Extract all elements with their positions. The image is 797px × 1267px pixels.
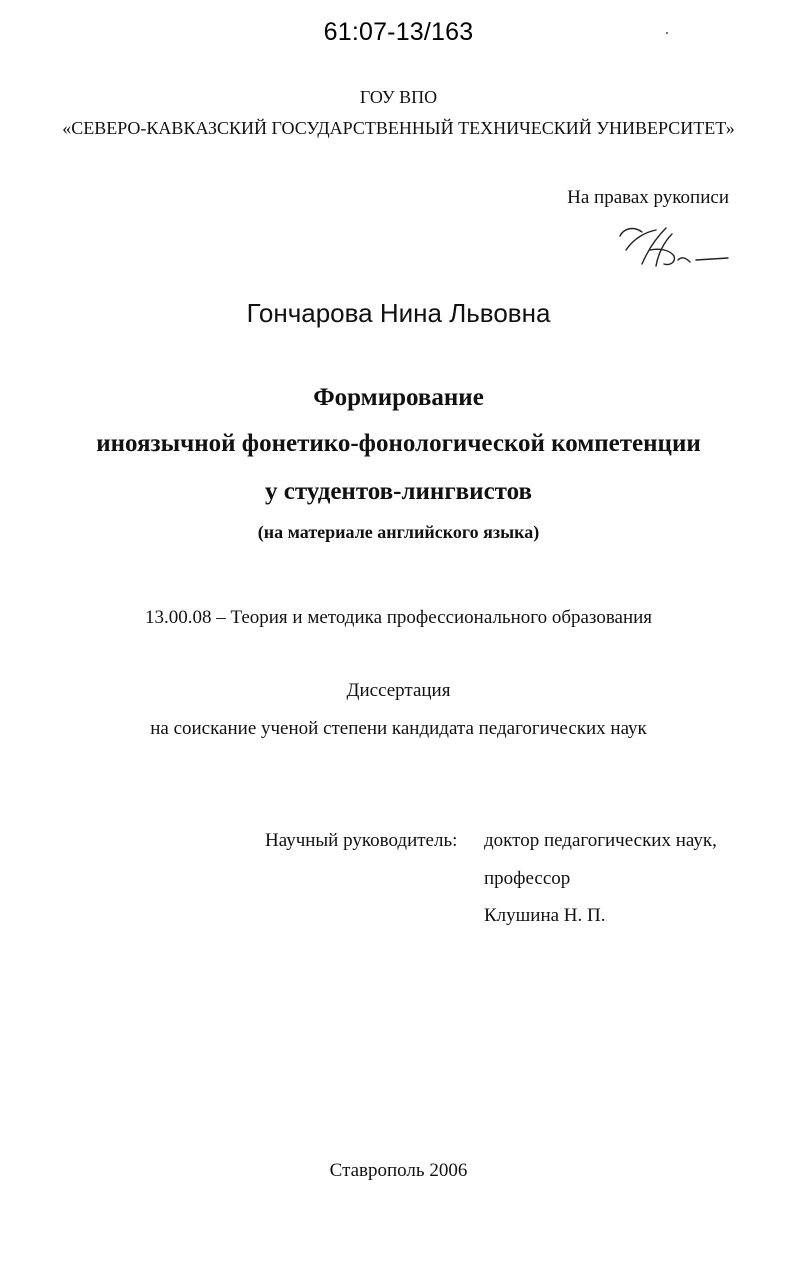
degree-statement: на соискание ученой степени кандидата педагогических наук [150,718,647,739]
archive-code: 61:07-13/163 [323,18,474,46]
title-line-3: у студентов-лингвистов [264,478,533,505]
city-year: Ставрополь 2006 [329,1160,468,1181]
title-line-2: иноязычной фонетико-фонологической компетенции [96,430,701,457]
supervisor-label: Научный руководитель: [265,830,458,851]
university-name: «СЕВЕРО-КАВКАЗСКИЙ ГОСУДАРСТВЕННЫЙ ТЕХНИЧЕСКИЙ УНИВЕРСИТЕТ» [62,118,735,138]
supervisor-title: профессор [484,868,571,889]
title-line-1: Формирование [313,384,484,411]
organization-type: ГОУ ВПО [359,87,438,107]
title-subtitle: (на материале английского языка) [257,522,540,542]
dissertation-label: Диссертация [346,680,451,701]
supervisor-degree: доктор педагогических наук, [484,830,717,851]
manuscript-rights-note: На правах рукописи [567,187,729,208]
scan-speck [666,32,668,34]
supervisor-name: Клушина Н. П. [484,905,606,926]
handwritten-signature [612,220,732,276]
author-name: Гончарова Нина Львовна [246,298,551,328]
specialty-code: 13.00.08 – Теория и методика профессионального образования [144,607,653,628]
